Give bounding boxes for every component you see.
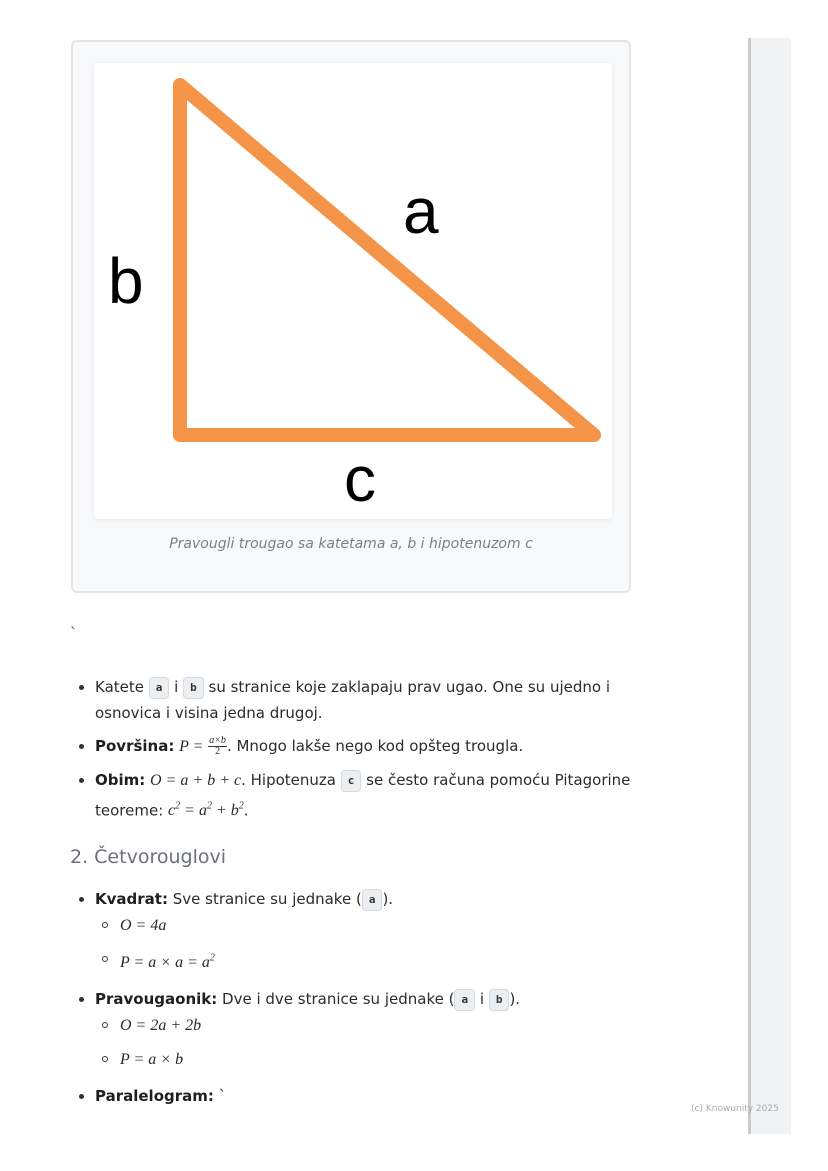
text: ).: [509, 990, 521, 1009]
formula-pythagoras: $c^2 = a^2 + b^2$: [168, 801, 244, 820]
text: Katete: [95, 678, 144, 696]
right-triangle-diagram: [94, 63, 612, 519]
label-povrsina: Površina:: [95, 737, 175, 755]
text: i: [174, 678, 179, 696]
text: i: [479, 990, 485, 1009]
text: `: [218, 1087, 227, 1106]
label-paralelogram: Paralelogram:: [95, 1087, 214, 1106]
triangle-svg: [94, 63, 612, 519]
inline-code-c: c: [341, 770, 362, 792]
inline-code-a: a: [149, 677, 170, 699]
copyright-footer: (c) Knowunity 2025: [691, 1104, 779, 1114]
quadrilaterals-list: [70, 886, 655, 1119]
label-kvadrat: Kvadrat:: [95, 890, 168, 908]
formula-rectangle-perimeter: O = 2a + 2b: [120, 1017, 202, 1035]
figure-caption: Pravougli trougao sa katetama a, b i hipotenuzom c: [169, 536, 533, 552]
text: Dve i dve stranice su jednake (: [222, 990, 455, 1009]
formula-area-lhs: P =: [179, 738, 204, 755]
section-heading: 2. Četvorouglovi: [70, 846, 226, 868]
figure-card: [71, 40, 631, 593]
stray-backtick: `: [70, 626, 77, 642]
sub-item: [120, 946, 655, 976]
text: .: [243, 801, 249, 820]
fraction-denominator: 2: [215, 746, 221, 757]
formula-area-fraction: [208, 736, 227, 757]
label-a: a: [403, 175, 439, 247]
text: su stranice koje zaklapaju prav ugao. One su ujedno i osnovica i visina jedna drugoj.: [95, 678, 610, 722]
list-item-paralelogram: [95, 1083, 655, 1109]
list-item-katete: [95, 674, 655, 726]
label-pravougaonik: Pravougaonik:: [95, 990, 218, 1009]
inline-code-a: a: [362, 889, 383, 911]
formula-square-perimeter: O = 4a: [120, 917, 167, 934]
label-c: c: [344, 443, 376, 515]
text: . Mnogo lakše nego kod opšteg trougla.: [226, 737, 524, 755]
fraction-numerator: a×b: [209, 735, 226, 746]
inline-code-a: a: [454, 989, 475, 1011]
inline-code-b: b: [183, 677, 204, 699]
list-item-obim: [95, 767, 655, 824]
pravougaonik-formulas: [95, 1012, 655, 1073]
triangle-properties-list: [70, 674, 655, 831]
text: Sve stranice su jednake (: [172, 890, 362, 908]
formula-perimeter: O = a + b + c: [150, 772, 242, 789]
kvadrat-formulas: [95, 912, 655, 976]
label-obim: Obim:: [95, 771, 146, 789]
inline-code-b: b: [489, 989, 510, 1011]
list-item-povrsina: [95, 733, 655, 760]
sub-item: [120, 1046, 655, 1073]
formula-square-area: $P = a \times a = a^2$: [120, 953, 215, 972]
triangle-shape: [180, 85, 594, 435]
label-b: b: [108, 245, 144, 317]
sub-item: [120, 912, 655, 939]
text: se često računa pomoću Pitagorine teoreme:: [95, 771, 631, 820]
scrollbar-track[interactable]: [748, 38, 791, 1134]
list-item-kvadrat: [95, 886, 655, 976]
formula-rectangle-area: P = a × b: [120, 1051, 184, 1069]
text: . Hipotenuza: [241, 771, 336, 789]
text: ).: [382, 890, 394, 908]
list-item-pravougaonik: [95, 986, 655, 1073]
sub-item: [120, 1012, 655, 1039]
